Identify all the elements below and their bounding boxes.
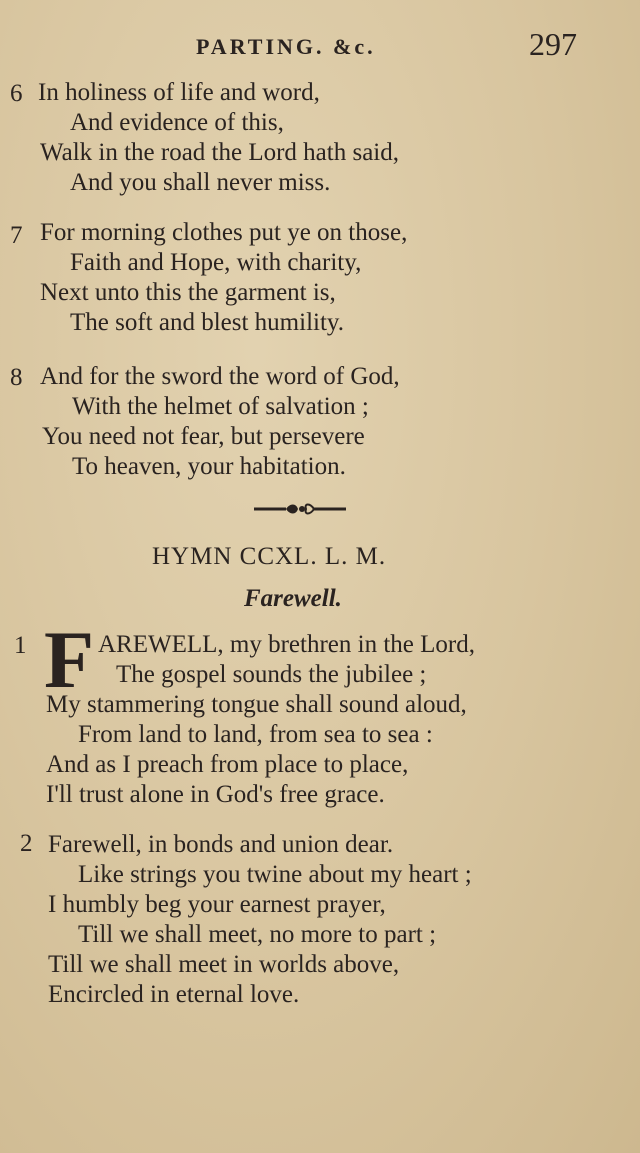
verse-line: Next unto this the garment is,: [40, 279, 336, 306]
verse-line: And as I preach from place to place,: [46, 751, 409, 778]
verse-line: The gospel sounds the jubilee ;: [116, 661, 427, 688]
verse-line: Encircled in eternal love.: [48, 981, 300, 1008]
verse-line: I humbly beg your earnest prayer,: [48, 891, 386, 918]
page-number: 297: [529, 26, 577, 62]
verse-line: I'll trust alone in God's free grace.: [46, 781, 385, 808]
verse-line: AREWELL, my brethren in the Lord,: [98, 631, 475, 658]
verse-number: 2: [20, 830, 33, 857]
verse-line: Like strings you twine about my heart ;: [78, 861, 472, 888]
drop-cap: F: [44, 614, 95, 705]
ornament-divider-icon: [252, 497, 348, 521]
hymn-subtitle: Farewell.: [244, 585, 342, 612]
verse-line: For morning clothes put ye on those,: [40, 219, 408, 246]
verse-line: To heaven, your habitation.: [72, 453, 346, 480]
running-header: PARTING. &c.: [196, 34, 376, 59]
verse-line: In holiness of life and word,: [38, 79, 320, 106]
verse-line: The soft and blest humility.: [70, 309, 345, 336]
verse-number: 6: [10, 80, 23, 107]
verse-line: And evidence of this,: [70, 109, 284, 136]
hymn-title: HYMN CCXL. L. M.: [152, 543, 387, 570]
verse-line: Faith and Hope, with charity,: [70, 249, 362, 276]
verse-line: My stammering tongue shall sound aloud,: [46, 691, 467, 718]
verse-number: 7: [10, 222, 23, 249]
verse-number: 1: [14, 632, 27, 659]
verse-line: With the helmet of salvation ;: [72, 393, 369, 420]
verse-line: You need not fear, but persevere: [42, 423, 365, 450]
verse-number: 8: [10, 364, 23, 391]
verse-line: Farewell, in bonds and union dear.: [48, 831, 394, 858]
verse-line: Till we shall meet in worlds above,: [48, 951, 400, 978]
verse-line: Walk in the road the Lord hath said,: [40, 139, 399, 166]
verse-line: And you shall never miss.: [70, 169, 331, 196]
verse-line: And for the sword the word of God,: [40, 363, 400, 390]
verse-line: From land to land, from sea to sea :: [78, 721, 433, 748]
verse-line: Till we shall meet, no more to part ;: [78, 921, 437, 948]
